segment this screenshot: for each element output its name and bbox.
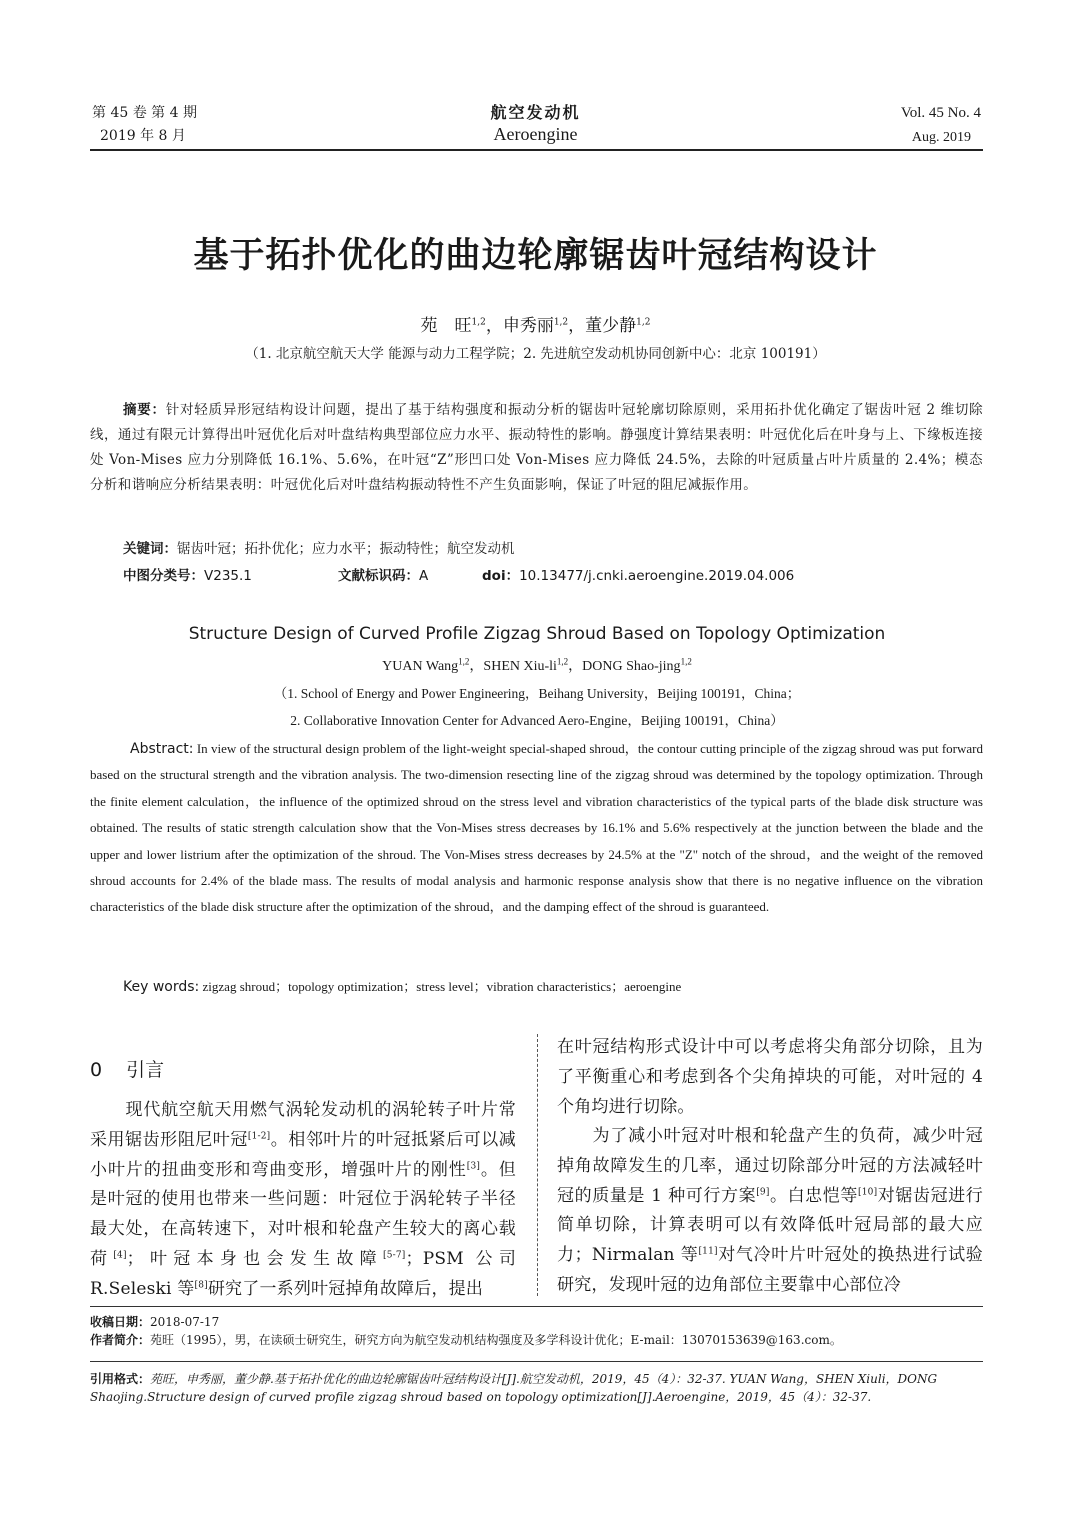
classification-clc: 中图分类号：V235.1 xyxy=(123,568,252,584)
affiliation-en-line2: 2. Collaborative Innovation Center for Advanced Aero-Engine，Beijing 100191，China） xyxy=(290,713,784,728)
keywords-en-text: zigzag shroud；topology optimization；stress level；vibration characteristics；aeroengine xyxy=(202,979,682,994)
keywords-en-label: Key words: xyxy=(123,979,200,995)
author-cn-2-affil: 1,2 xyxy=(553,317,569,328)
keywords-en xyxy=(123,976,681,995)
affiliation-en-line1: （1. School of Energy and Power Engineering，Beihang University，Beijing 100191，China； xyxy=(273,686,801,701)
authors-cn: 苑 旺$^{1,2}$，申秀丽$^{1,2}$，董少静$^{1,2}$ xyxy=(420,316,651,336)
title-cn: 基于拓扑优化的曲边轮廓锯齿叶冠结构设计 xyxy=(193,236,878,276)
abstract-en-text: In view of the structural design problem of the light-weight special-shaped shroud，the contour cutting principle of the zigzag shroud was put forward based on the structural strength and the vibration analysis. The two-dimension resecting line of the zigzag shroud was determined by the topology optimization. Through the finite element calculation，the influence of the optimized shroud on the stress level and vibration characteristics of the typical parts of the blade disk structure was obtained. The results of static strength calculation show that the Von-Mises stress decreases by 16.1% and 5.6% respectively at the junction between the blade and the upper and lower listrium after the optimization of the shroud. The Von-Mises stress decreases by 24.5% at the "Z" notch of the shroud，and the weight of the removed shroud accounts for 2.4% of the blade mass. The results of modal analysis and harmonic response analysis show that there is no negative influence on the vibration characteristics of the blade disk structure after the optimization of the shroud，and the damping effect of the shroud is guaranteed. xyxy=(90,741,984,915)
abstract-en xyxy=(90,736,983,921)
citation-ref: [11] xyxy=(698,1246,718,1257)
author-cn-3: 董少静 xyxy=(585,316,637,336)
affiliation-cn: （1. 北京航空航天大学 能源与动力工程学院；2. 先进航空发动机协同创新中心：北京 100191） xyxy=(245,346,826,362)
right-column-paragraph-1: 在叶冠结构形式设计中可以考虑将尖角部分切除，且为了平衡重心和考虑到各个尖角掉块的可能，对叶冠的 4 个角均进行切除。 xyxy=(557,1037,983,1117)
author-cn-3-affil: 1,2 xyxy=(636,317,651,328)
footnote-received: 收稿日期：2018-07-17 xyxy=(90,1315,220,1329)
citation-ref: [5-7] xyxy=(383,1250,406,1261)
citation-ref: [10] xyxy=(858,1186,878,1197)
section-heading xyxy=(90,1055,164,1082)
author-en-2: SHEN Xiu-li xyxy=(483,659,557,674)
author-cn-1-affil: 1,2 xyxy=(471,317,486,328)
header-date-cn: 2019 年 8 月 xyxy=(100,128,186,144)
classification-doc-code: 文献标识码：A xyxy=(338,568,429,584)
citation-ref: [3] xyxy=(466,1160,481,1171)
abstract-cn-text: 针对轻质异形冠结构设计问题，提出了基于结构强度和振动分析的锯齿叶冠轮廓切除原则，采用拓扑优化确定了锯齿叶冠 2 维切除线，通过有限元计算得出叶冠优化后对叶盘结构典型部位应力水平、振动特性的影响。静强度计算结果表明：叶冠优化后在叶身与上、下缘板连接处 Von-Mises 应力分别降低 16.1%、5.6%，在叶冠“Z”形凹口处 Von-Mises 应力降低 24.5%，去除的叶冠质量占叶片质量的 2.4%；模态分析和谐响应分析结果表明：叶冠优化后对叶盘结构振动特性不产生负面影响，保证了叶冠的阻尼减振作用。 xyxy=(90,402,983,493)
citation-rule xyxy=(90,1361,983,1362)
footnote-author: 作者简介：苑旺（1995），男，在读硕士研究生，研究方向为航空发动机结构强度及多学科设计优化；E-mail：13070153639@163.com。 xyxy=(90,1333,842,1347)
footnote-citation: 引用格式：苑旺，申秀丽，董少静.基于拓扑优化的曲边轮廓锯齿叶冠结构设计[J].航空发动机，2019，45（4）：32-37. YUAN Wang，SHEN Xiuli，DONG Shaojing.Structure design of curved profile zigzag shroud based on topology optimization[J].Aeroengine，2019，45（4）：32-37. xyxy=(90,1372,938,1404)
citation-ref: [9] xyxy=(756,1186,770,1197)
author-cn-2: 申秀丽 xyxy=(502,316,554,336)
authors-en: YUAN Wang$^{1,2}$，SHEN Xiu-li$^{1,2}$，DONG Shao-jing$^{1,2}$ xyxy=(382,656,692,674)
header-date-en: Aug. 2019 xyxy=(911,130,971,145)
abstract-en-label: Abstract: xyxy=(130,741,194,757)
author-en-3: DONG Shao-jing xyxy=(582,659,681,674)
classification-doi: doi：10.13477/j.cnki.aeroengine.2019.04.006 xyxy=(482,568,795,584)
title-en: Structure Design of Curved Profile Zigzag Shroud Based on Topology Optimization xyxy=(188,624,886,644)
section-number: 0 xyxy=(90,1059,103,1081)
left-column-paragraph: 现代航空航天用燃气涡轮发动机的涡轮转子叶片常采用锯齿形阻尼叶冠[1-2]。相邻叶片的叶冠抵紧后可以减小叶片的扭曲变形和弯曲变形，增强叶片的刚性[3]。但是叶冠的使用也带来一些问题：叶冠位于涡轮转子半径最大处，在高转速下，对叶根和轮盘产生较大的离心载荷[4]；叶冠本身也会发生故障[5-7]；PSM 公司 R.Seleski 等[8]研究了一系列叶冠掉角故障后，提出 xyxy=(90,1100,517,1299)
section-title: 引言 xyxy=(126,1059,165,1081)
abstract-cn-label: 摘要： xyxy=(123,402,166,418)
journal-name-cn: 航空发动机 xyxy=(490,103,581,122)
citation-ref: [8] xyxy=(194,1280,208,1291)
keywords-cn-text: 锯齿叶冠；拓扑优化；应力水平；振动特性；航空发动机 xyxy=(177,541,515,557)
keywords-cn-label: 关键词： xyxy=(123,541,177,557)
header-rule xyxy=(90,149,983,151)
citation-ref: [4] xyxy=(113,1250,127,1261)
header-volume-en: Vol. 45 No. 4 xyxy=(900,105,981,121)
right-column-paragraph-2: 为了减小叶冠对叶根和轮盘产生的负荷，减少叶冠掉角故障发生的几率，通过切除部分叶冠的方法减轻叶冠的质量是 1 种可行方案[9]。白忠恺等[10]对锯齿冠进行简单切除，计算表明可以有效降低叶冠局部的最大应力；Nirmalan 等[11]对气冷叶片叶冠处的换热进行试验研究，发现叶冠的边角部位主要靠中心部位冷 xyxy=(557,1126,983,1295)
journal-name-en: Aeroengine xyxy=(493,124,578,144)
author-cn-1: 苑 旺 xyxy=(420,316,472,336)
citation-ref: [1-2] xyxy=(247,1131,271,1142)
author-en-1: YUAN Wang xyxy=(382,659,459,674)
header-volume-cn: 第 45 卷 第 4 期 xyxy=(92,105,197,121)
keywords-cn xyxy=(123,537,515,557)
footnote-rule xyxy=(90,1306,983,1307)
column-divider xyxy=(537,1034,538,1296)
abstract-cn xyxy=(90,398,983,498)
